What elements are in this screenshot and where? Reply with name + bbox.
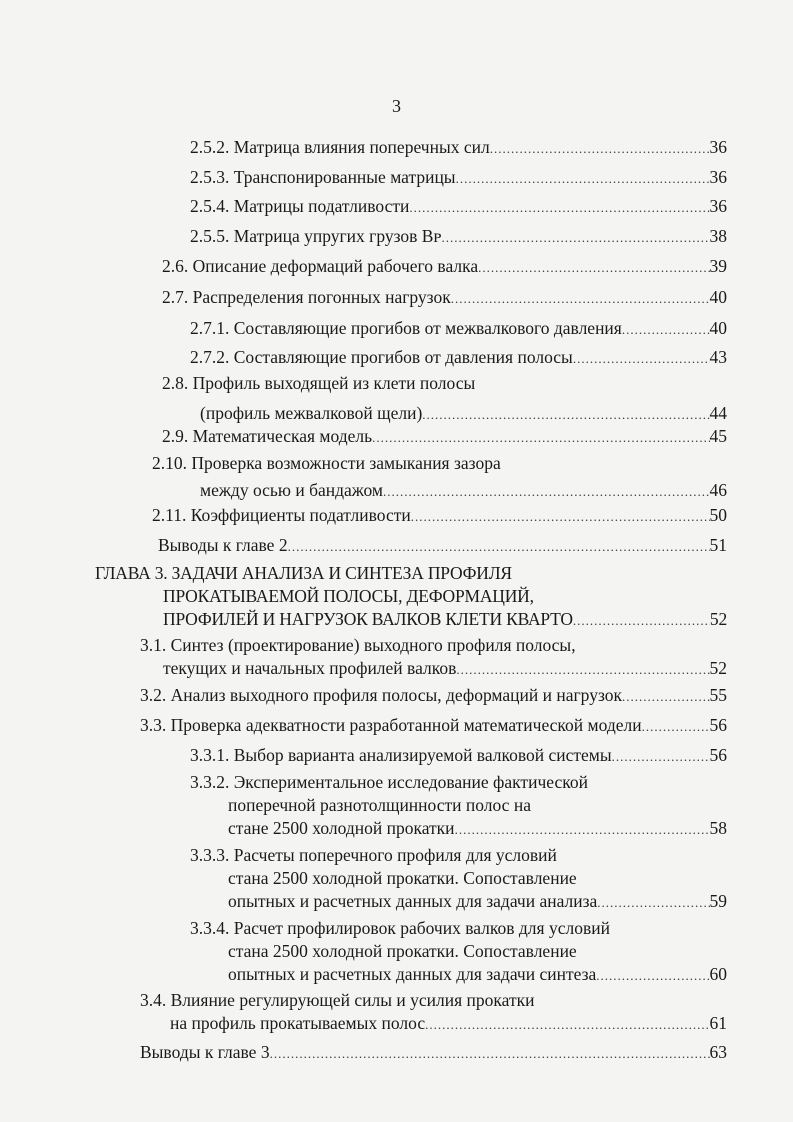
toc-entry-title: 2.7.2. Составляющие прогибов от давления полосы [190,347,573,367]
toc-page-number: 44 [709,403,727,423]
toc-entry-title-line: поперечной разнотолщинности полос на [228,795,531,815]
toc-entry[interactable] [200,479,727,501]
dot-leader [456,659,709,681]
dot-leader [622,319,710,341]
dot-leader [451,288,710,310]
dot-leader [441,227,709,249]
toc-entry[interactable] [140,684,727,706]
toc-page-number: 55 [709,685,727,705]
toc-entry-title: ПРОФИЛЕЙ И НАГРУЗОК ВАЛКОВ КЛЕТИ КВАРТО [163,609,573,629]
toc-entry-title: 3.3.1. Выбор варианта анализируемой валковой системы [190,745,612,765]
dot-leader [490,138,710,160]
toc-entry-title-line: ПРОКАТЫВАЕМОЙ ПОЛОСЫ, ДЕФОРМАЦИЙ, [163,586,534,606]
dot-leader [383,481,710,503]
toc-entry-title-line: 2.10. Проверка возможности замыкания зазора [152,453,501,473]
toc-entry-title-line: 2.8. Профиль выходящей из клети полосы [162,373,476,393]
toc-entry-title-line: 3.4. Влияние регулирующей силы и усилия прокатки [140,990,535,1010]
dot-leader [456,168,710,190]
dot-leader [642,716,710,738]
dot-leader [455,819,710,841]
toc-page-number: 58 [709,818,727,838]
toc-entry-title: 2.7.1. Составляющие прогибов от межвалкового давления [190,318,622,338]
toc-entry[interactable] [190,225,727,247]
toc-entry[interactable] [190,136,727,158]
dot-leader [409,197,709,219]
toc-entry[interactable] [190,317,727,339]
toc-entry-title: 2.5.4. Матрицы податливости [190,196,410,216]
toc-entry-title: 2.11. Коэффициенты податливости [152,505,411,525]
toc-entry[interactable] [200,402,727,424]
toc-page-number: 63 [709,1042,727,1062]
toc-entry[interactable] [190,166,727,188]
toc-entry[interactable] [228,890,727,912]
toc-entry-title-line: стана 2500 холодной прокатки. Сопоставление [228,941,577,961]
toc-entry-title: (профиль межвалковой щели) [200,403,423,423]
toc-page-number: 38 [709,226,727,246]
toc-entry[interactable] [190,195,727,217]
dot-leader [270,1043,710,1065]
toc-page-number: 52 [709,658,727,678]
toc-page-number: 52 [709,609,727,629]
dot-leader [411,506,710,528]
toc-entry-title: Выводы к главе 3 [140,1042,270,1062]
toc-entry[interactable] [163,608,727,630]
toc-entry-title: стане 2500 холодной прокатки [228,818,455,838]
toc-entry[interactable] [162,255,727,277]
toc-page-number: 46 [709,480,727,500]
dot-leader [612,746,710,768]
toc-page-number: 40 [709,287,727,307]
toc-entry-title: текущих и начальных профилей валков [163,658,457,678]
dot-leader [425,1014,709,1036]
toc-entry-title: опытных и расчетных данных для задачи синтеза [228,964,597,984]
dot-leader [622,686,709,708]
toc-page-number: 36 [709,196,727,216]
toc-entry[interactable] [163,657,727,679]
toc-entry-title-line: стана 2500 холодной прокатки. Сопоставление [228,868,577,888]
dot-leader [288,536,710,558]
toc-entry[interactable] [162,286,727,308]
toc-entry-title: 2.5.5. Матрица упругих грузов Bᴘ [190,226,442,246]
toc-page-number: 43 [709,347,727,367]
toc-page-number: 56 [709,715,727,735]
toc-entry-title-line: 3.3.3. Расчеты поперечного профиля для условий [190,845,557,865]
toc-entry-title: 2.7. Распределения погонных нагрузок [162,287,451,307]
toc-entry-title: 2.9. Математическая модель [162,426,373,446]
dot-leader [596,965,709,987]
toc-page-number: 51 [709,535,727,555]
toc-page-number: 45 [709,426,727,446]
page-number: 3 [392,96,401,116]
toc-entry-title: 2.5.2. Матрица влияния поперечных сил [190,137,490,157]
toc-page-number: 56 [709,745,727,765]
dot-leader [573,348,710,370]
toc-entry[interactable] [170,1012,727,1034]
dot-leader [372,427,709,449]
toc-entry[interactable] [190,744,727,766]
toc-entry-title-line: 3.3.4. Расчет профилировок рабочих валков для условий [190,918,610,938]
toc-entry-title: между осью и бандажом [200,480,383,500]
toc-entry-title-line: ГЛАВА 3. ЗАДАЧИ АНАЛИЗА И СИНТЕЗА ПРОФИЛЯ [95,563,512,583]
dot-leader [573,610,710,632]
toc-entry-title-line: 3.3.2. Экспериментальное исследование фактической [190,772,588,792]
dot-leader [422,404,709,426]
toc-entry[interactable] [158,534,727,556]
toc-page-number: 40 [709,318,727,338]
toc-entry-title: на профиль прокатываемых полос [170,1013,426,1033]
toc-page-number: 50 [709,505,727,525]
toc-page-number: 36 [709,137,727,157]
toc-page-number: 60 [709,964,727,984]
dot-leader [597,892,709,914]
toc-page-number: 36 [709,167,727,187]
toc-page-number: 39 [709,256,727,276]
toc-entry[interactable] [162,425,727,447]
toc-entry-title: 3.2. Анализ выходного профиля полосы, деформаций и нагрузок [140,685,623,705]
toc-page-number: 61 [709,1013,727,1033]
toc-entry-title: 3.3. Проверка адекватности разработанной математической модели [140,715,642,735]
toc-page-number: 59 [709,891,727,911]
toc-entry[interactable] [140,1041,727,1063]
toc-entry[interactable] [140,714,727,736]
toc-entry-title-line: 3.1. Синтез (проектирование) выходного профиля полосы, [140,635,576,655]
toc-entry-title: опытных и расчетных данных для задачи анализа [228,891,598,911]
toc-entry[interactable] [228,817,727,839]
dot-leader [478,257,709,279]
toc-entry-title: Выводы к главе 2 [158,535,288,555]
toc-entry-title: 2.5.3. Транспонированные матрицы [190,167,456,187]
toc-entry-title: 2.6. Описание деформаций рабочего валка [162,256,479,276]
toc-entry[interactable] [190,346,727,368]
toc-entry[interactable] [228,963,727,985]
toc-entry[interactable] [152,504,727,526]
